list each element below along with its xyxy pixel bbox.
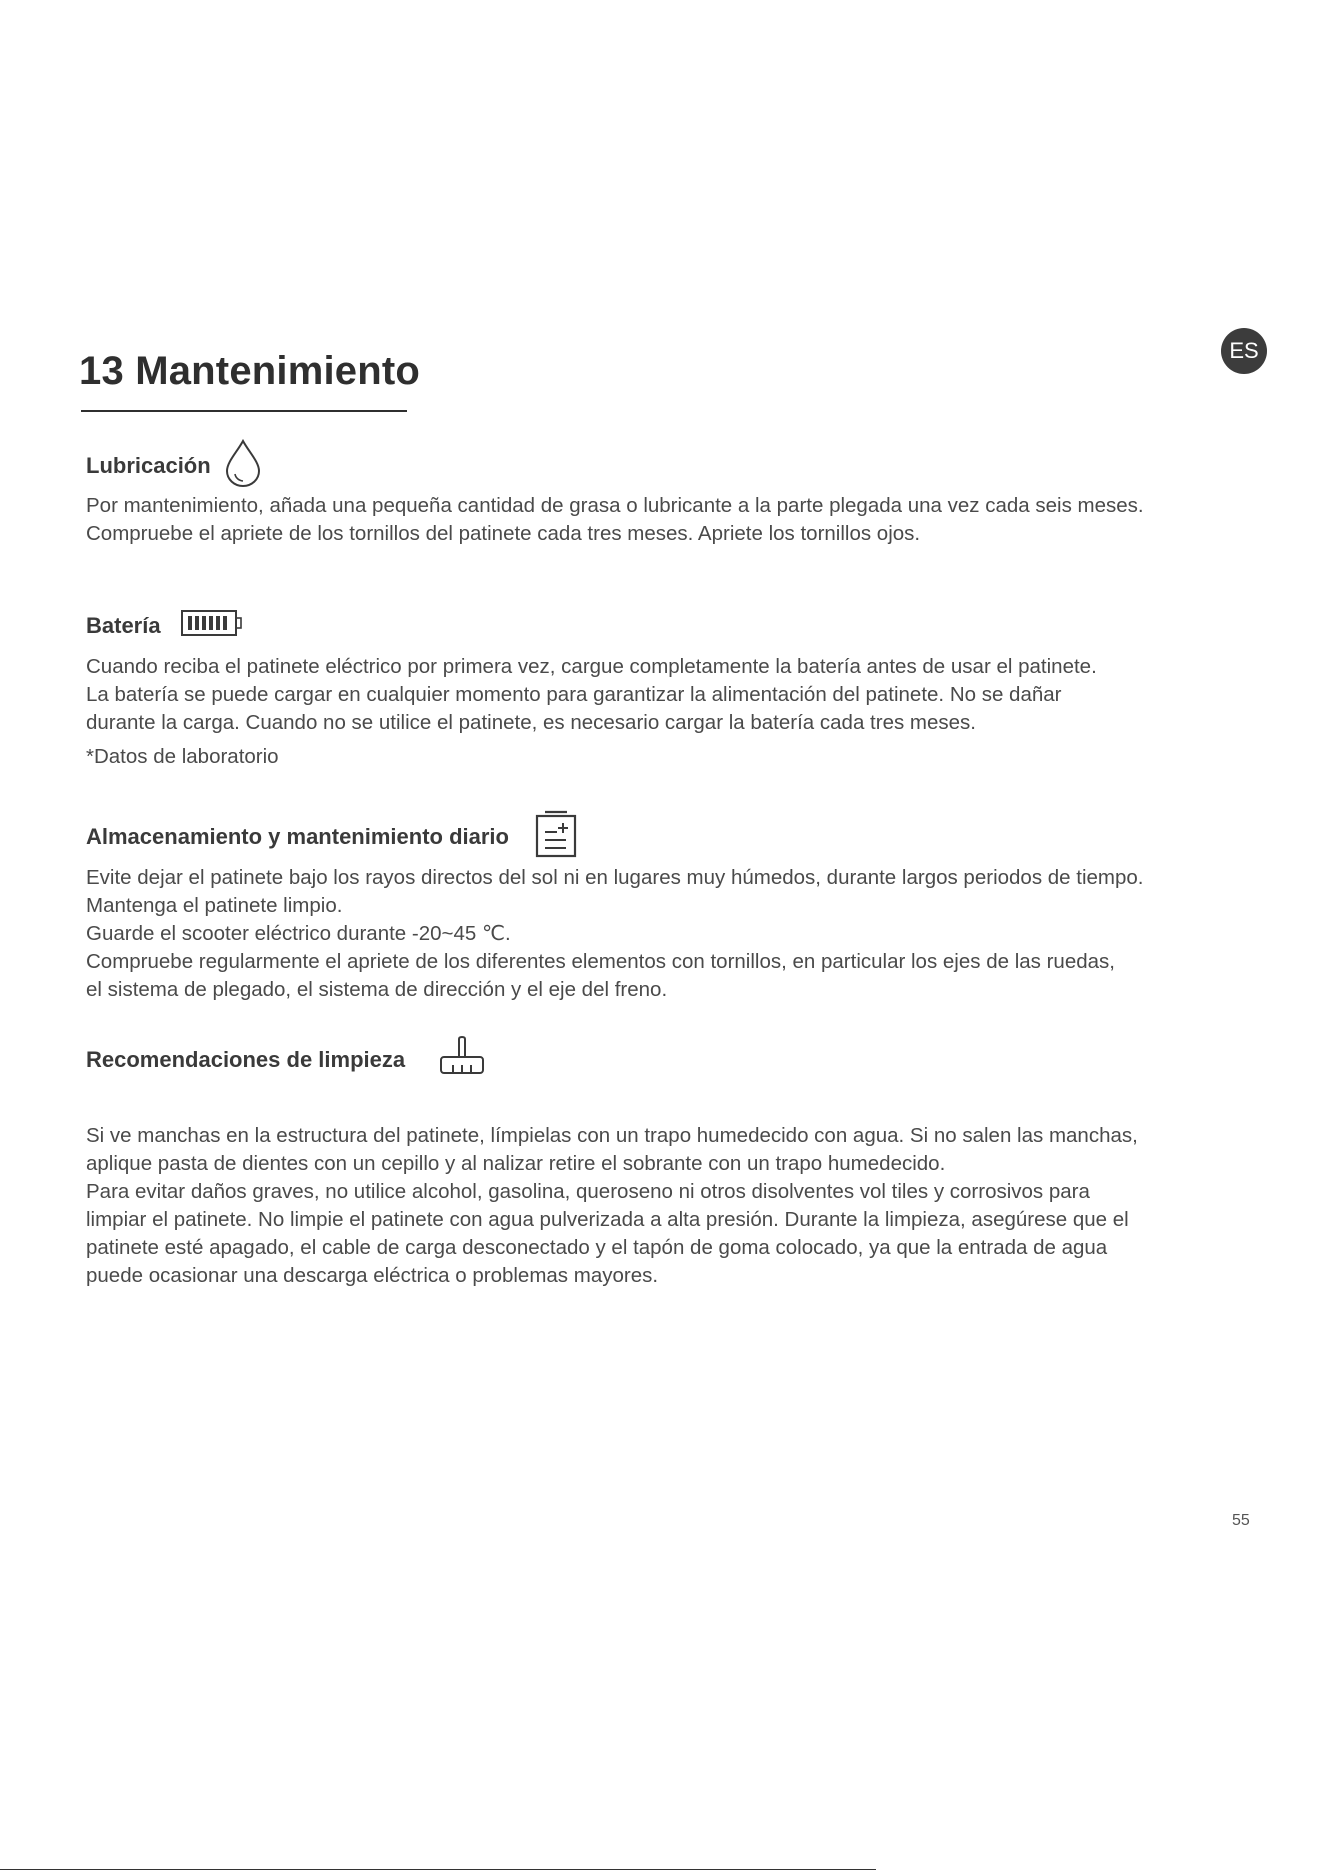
chapter-title: 13 Mantenimiento bbox=[79, 349, 421, 393]
maintenance-document-icon bbox=[535, 810, 577, 863]
section-title: Almacenamiento y mantenimiento diario bbox=[86, 823, 509, 849]
section-title: Lubricación bbox=[86, 452, 211, 478]
text-line: Cuando reciba el patinete eléctrico por primera vez, cargue completamente la batería antes de usar el patinete. bbox=[86, 655, 1097, 678]
text-line: Guarde el scooter eléctrico durante -20~45 ℃. bbox=[86, 922, 511, 945]
text-line: Evite dejar el patinete bajo los rayos directos del sol ni en lugares muy húmedos, durante largos periodos de tiempo. bbox=[86, 866, 1144, 889]
text-line: Para evitar daños graves, no utilice alcohol, gasolina, queroseno ni otros disolventes vol tiles y corrosivos para bbox=[86, 1180, 1090, 1203]
text-line: Por mantenimiento, añada una pequeña cantidad de grasa o lubricante a la parte plegada una vez cada seis meses. bbox=[86, 494, 1144, 517]
section-heading-storage bbox=[86, 810, 577, 863]
language-badge: ES bbox=[1221, 328, 1267, 374]
water-drop-icon bbox=[223, 438, 263, 493]
page-number: 55 bbox=[1232, 1512, 1250, 1529]
text-line: Compruebe regularmente el apriete de los diferentes elementos con tornillos, en particular los ejes de las ruedas, bbox=[86, 950, 1115, 973]
text-line: patinete esté apagado, el cable de carga desconectado y el tapón de goma colocado, ya que la entrada de agua bbox=[86, 1236, 1108, 1259]
title-underline bbox=[81, 410, 407, 412]
text-line: Si ve manchas en la estructura del patinete, límpielas con un trapo humedecido con agua. Si no salen las manchas, bbox=[86, 1124, 1138, 1147]
battery-icon bbox=[181, 608, 243, 643]
lab-data-note: *Datos de laboratorio bbox=[86, 745, 279, 768]
text-line: La batería se puede cargar en cualquier momento para garantizar la alimentación del patinete. No se dañar bbox=[86, 683, 1062, 706]
text-line: Compruebe el apriete de los tornillos del patinete cada tres meses. Apriete los tornillos ojos. bbox=[86, 522, 921, 545]
section-heading-cleaning bbox=[86, 1035, 485, 1084]
section-title: Batería bbox=[86, 612, 161, 638]
section-heading-battery bbox=[86, 608, 243, 643]
text-line: puede ocasionar una descarga eléctrica o problemas mayores. bbox=[86, 1264, 659, 1287]
section-title: Recomendaciones de limpieza bbox=[86, 1046, 406, 1072]
battery-text bbox=[86, 653, 1266, 771]
storage-text bbox=[86, 864, 1266, 1004]
cleaning-text bbox=[86, 1122, 1266, 1290]
lubrication-text bbox=[86, 492, 1266, 548]
section-heading-lubrication bbox=[86, 438, 263, 493]
text-line: Mantenga el patinete limpio. bbox=[86, 894, 343, 917]
bottom-rule bbox=[0, 1869, 876, 1870]
text-line: el sistema de plegado, el sistema de dirección y el eje del freno. bbox=[86, 978, 668, 1001]
cleaning-brush-icon bbox=[439, 1035, 485, 1084]
text-line: aplique pasta de dientes con un cepillo y al nalizar retire el sobrante con un trapo humedecido. bbox=[86, 1152, 946, 1175]
text-line: durante la carga. Cuando no se utilice el patinete, es necesario cargar la batería cada tres meses. bbox=[86, 711, 976, 734]
text-line: limpiar el patinete. No limpie el patinete con agua pulverizada a alta presión. Durante la limpieza, asegúrese que el bbox=[86, 1208, 1129, 1231]
